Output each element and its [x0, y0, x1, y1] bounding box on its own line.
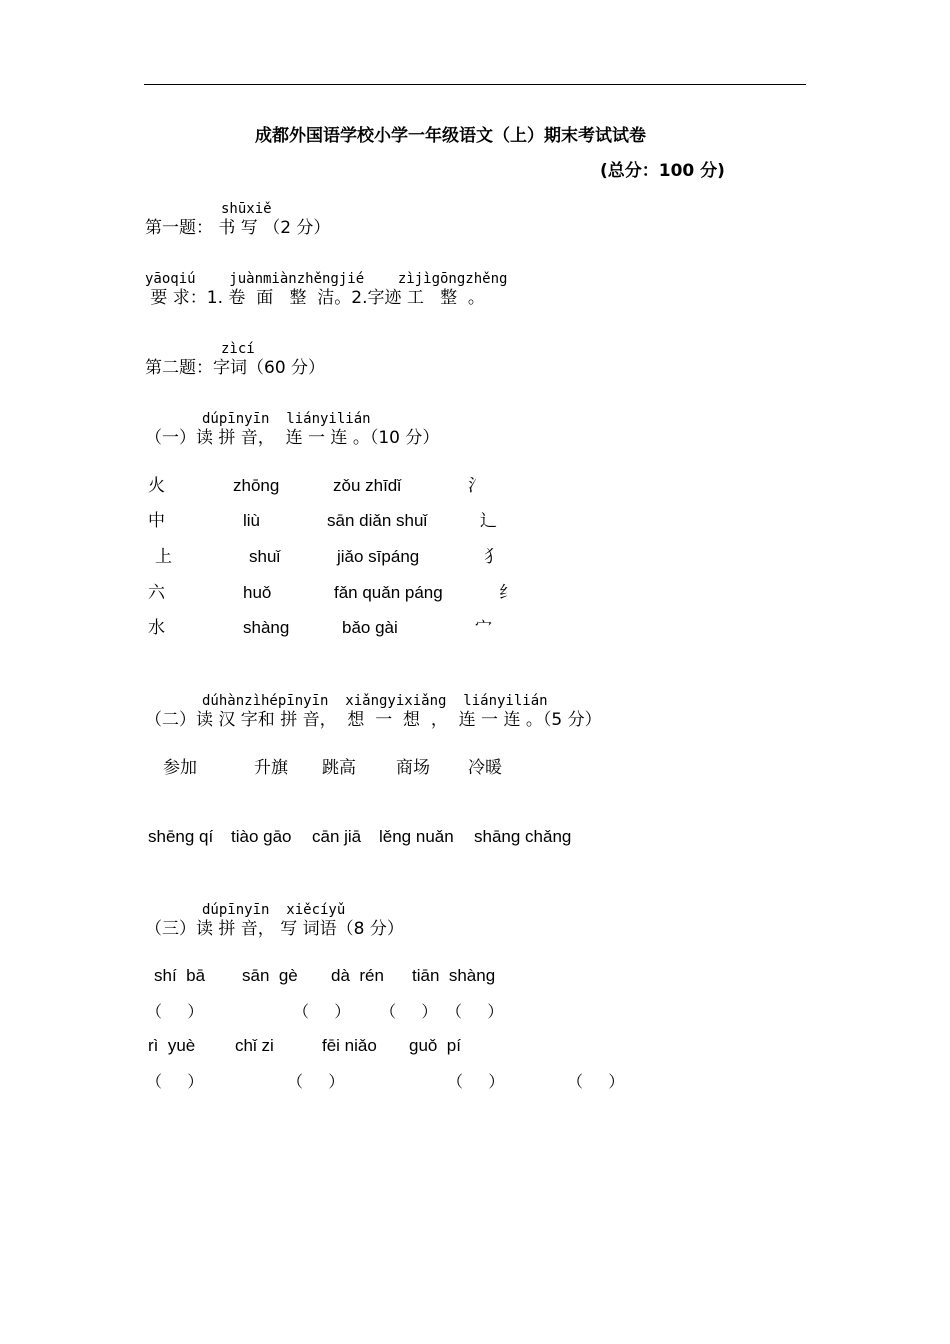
part3-heading: （三）读 拼 音， 写 词语（8 分）: [145, 919, 404, 939]
word-pinyin: cān jiā: [312, 827, 362, 846]
match-radical-pinyin: jiǎo sīpáng: [337, 547, 420, 566]
match-radical: 犭: [484, 547, 501, 567]
write-pinyin: fēi niǎo: [322, 1036, 377, 1055]
word-pinyin: tiào gāo: [231, 827, 292, 846]
answer-blank[interactable]: （ ）: [380, 1002, 438, 1021]
match-char: 上: [155, 547, 172, 567]
page-title: 成都外国语学校小学一年级语文（上）期末考试试卷: [255, 126, 646, 146]
answer-blank[interactable]: （ ）: [567, 1072, 625, 1091]
part1-pinyin: dúpīnyīn liányilián: [202, 411, 371, 427]
match-char: 中: [148, 511, 165, 531]
answer-blank[interactable]: （ ）: [287, 1072, 345, 1091]
answer-blank[interactable]: （ ）: [146, 1072, 204, 1091]
word: 升旗: [254, 758, 288, 778]
match-radical: 辶: [480, 511, 497, 531]
match-char: 火: [148, 476, 165, 496]
write-pinyin: sān gè: [242, 966, 298, 985]
match-pinyin: zhōng: [233, 476, 280, 495]
word-pinyin: shāng chǎng: [474, 827, 572, 846]
q1-requirement: 要 求：1. 卷 面 整 洁。2.字迹 工 整 。: [145, 288, 485, 308]
match-pinyin: shàng: [243, 618, 290, 637]
match-radical: 氵: [468, 476, 485, 496]
match-pinyin: huǒ: [243, 583, 272, 602]
write-pinyin: dà rén: [331, 966, 384, 985]
write-pinyin: tiān shàng: [412, 966, 496, 985]
match-char: 水: [148, 618, 165, 638]
write-pinyin: rì yuè: [148, 1036, 196, 1055]
match-pinyin: liù: [243, 511, 261, 530]
part2-heading: （二）读 汉 字和 拼 音， 想 一 想 ， 连 一 连 。（5 分）: [145, 710, 602, 730]
write-pinyin: shí bā: [154, 966, 206, 985]
q2-pinyin: zìcí: [221, 341, 255, 357]
match-pinyin: shuǐ: [249, 547, 281, 566]
answer-blank[interactable]: （ ）: [447, 1072, 505, 1091]
word: 跳高: [322, 758, 356, 778]
match-radical-pinyin: fǎn quǎn páng: [334, 583, 443, 602]
word-pinyin: lěng nuǎn: [379, 827, 454, 846]
q2-heading: 第二题：字词（60 分）: [145, 358, 326, 378]
q1-requirement-pinyin: yāoqiú juànmiànzhěngjié zìjìgōngzhěng: [145, 271, 508, 287]
word-pinyin: shēng qí: [148, 827, 214, 846]
total-score: (总分：100 分): [600, 161, 725, 181]
match-radical: 纟: [499, 583, 516, 603]
write-pinyin: guǒ pí: [409, 1036, 461, 1055]
answer-blank[interactable]: （ ）: [293, 1002, 351, 1021]
top-rule: [144, 84, 806, 85]
word: 参加: [163, 758, 197, 778]
part1-heading: （一）读 拼 音， 连 一 连 。（10 分）: [145, 428, 440, 448]
match-radical-pinyin: sān diǎn shuǐ: [327, 511, 428, 530]
answer-blank[interactable]: （ ）: [446, 1002, 504, 1021]
part2-pinyin: dúhànzìhépīnyīn xiǎngyixiǎng liányilián: [202, 693, 548, 709]
match-radical-pinyin: bǎo gài: [342, 618, 398, 637]
match-radical: 宀: [475, 618, 492, 638]
word: 冷暖: [468, 758, 502, 778]
match-char: 六: [148, 583, 165, 603]
write-pinyin: chǐ zi: [235, 1036, 274, 1055]
word: 商场: [396, 758, 430, 778]
part3-pinyin: dúpīnyīn xiěcíyǔ: [202, 902, 346, 918]
match-radical-pinyin: zǒu zhīdǐ: [333, 476, 402, 495]
answer-blank[interactable]: （ ）: [146, 1002, 204, 1021]
q1-heading: 第一题： 书 写 （2 分）: [145, 218, 331, 238]
q1-pinyin: shūxiě: [221, 201, 272, 217]
